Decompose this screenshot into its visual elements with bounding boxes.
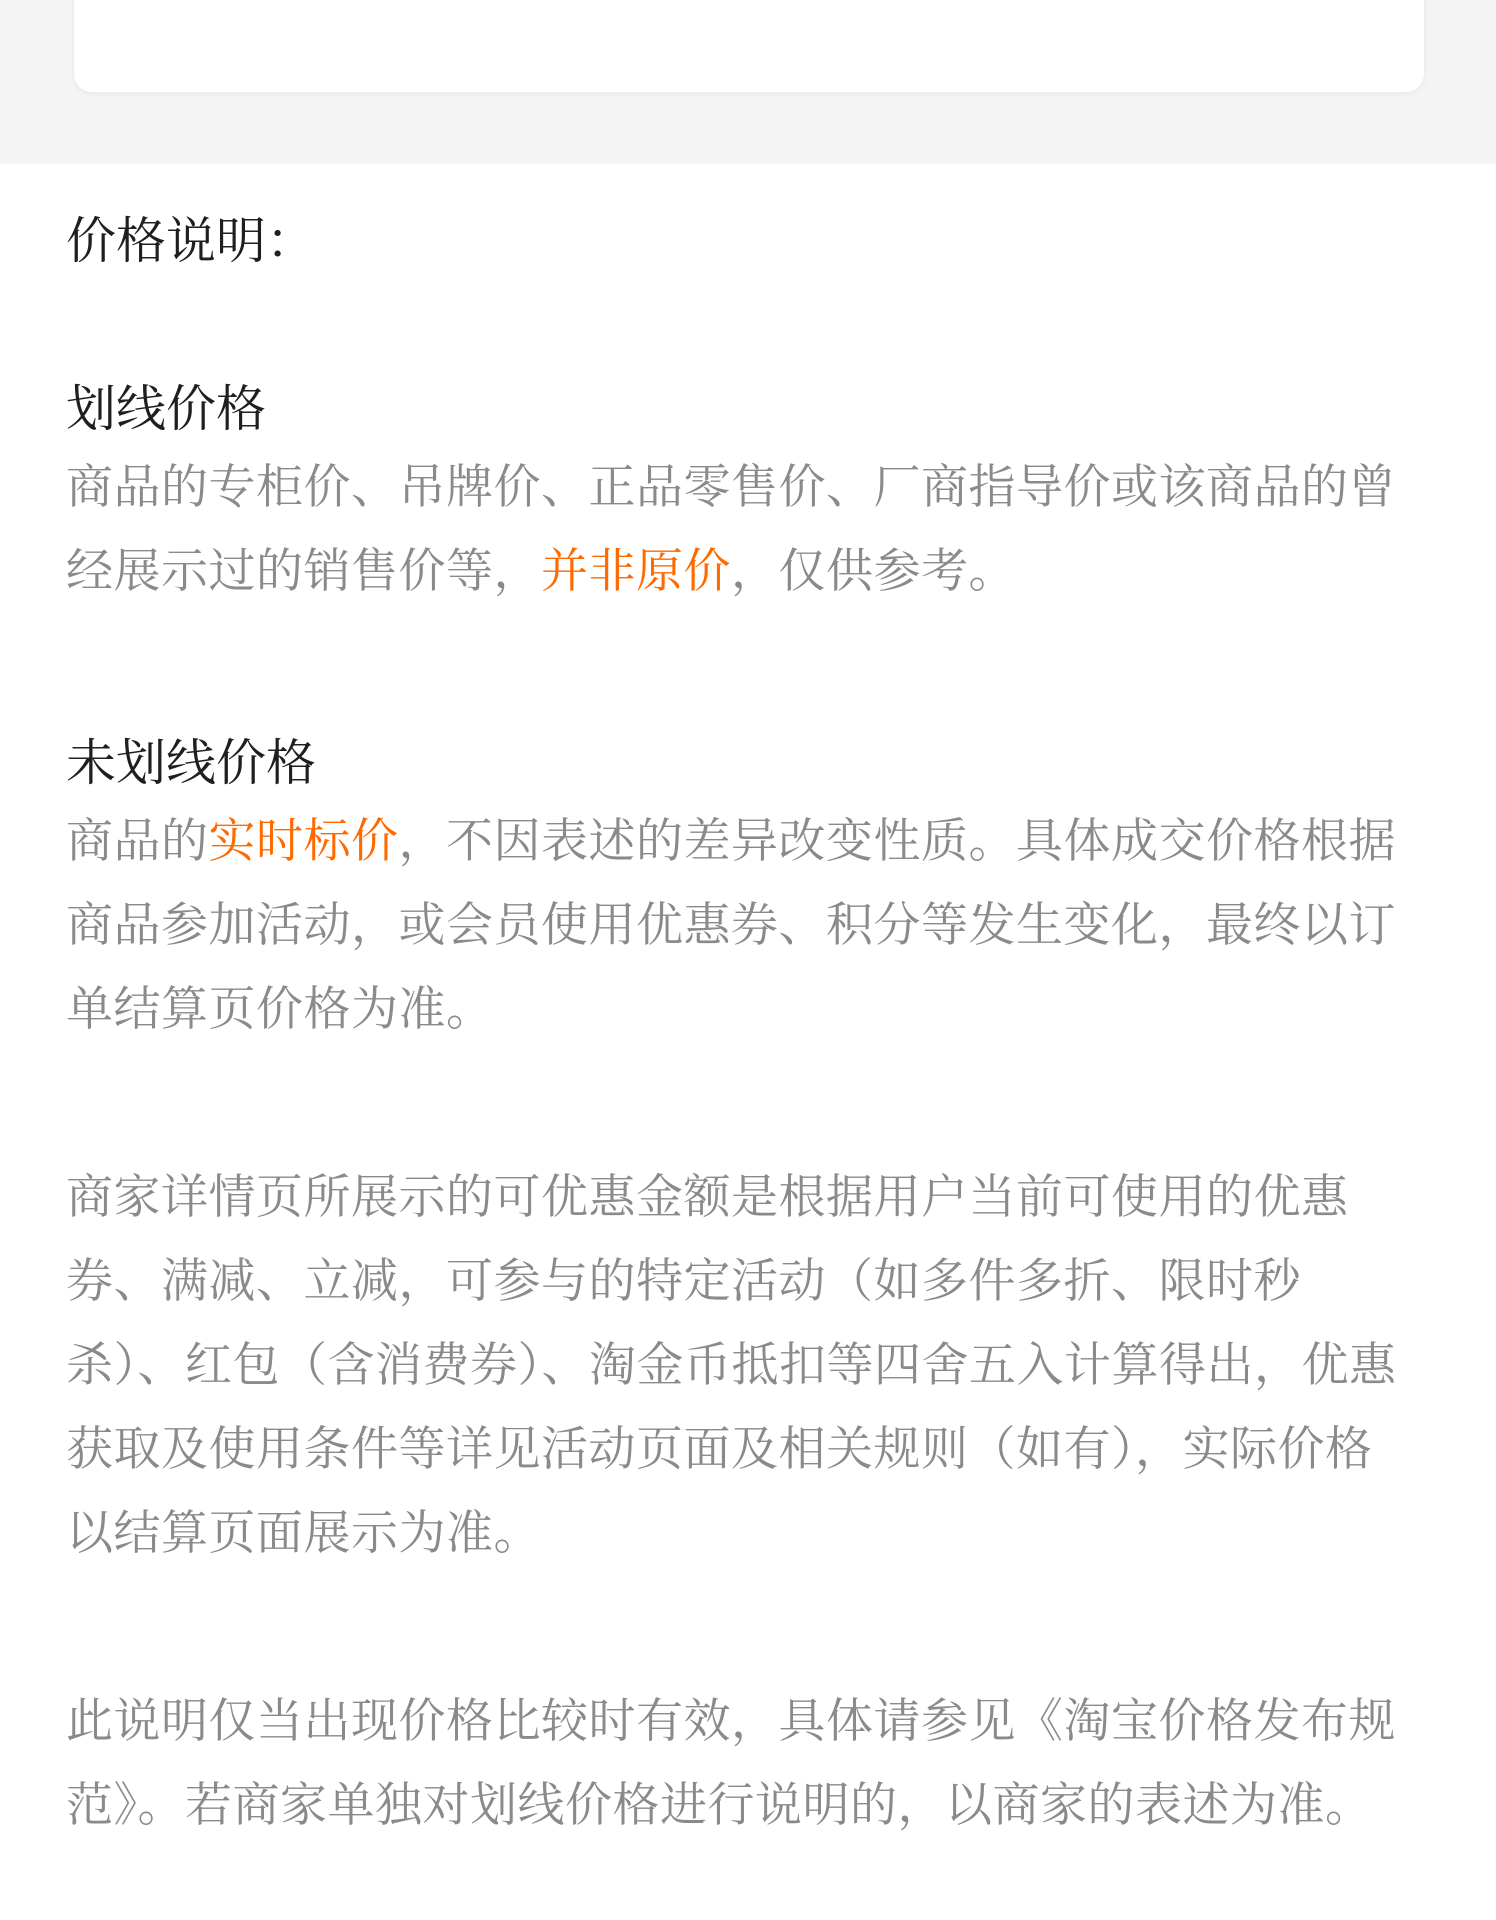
- non-strikethrough-price-description: [66, 800, 1416, 1052]
- discount-amount-paragraph: 商家详情页所展示的可优惠金额是根据用户当前可使用的优惠券、满减、立减，可参与的特定活动（如多件多折、限时秒杀）、红包（含消费券）、淘金币抵扣等四舍五入计算得出，优惠获取及使用条件等详见活动页面及相关规则（如有），实际价格以结算页面展示为准。: [66, 1170, 1397, 1561]
- strikethrough-text-after: ，仅供参考。: [731, 544, 1016, 599]
- non-strikethrough-text-after: ，不因表述的差异改变性质。具体成交价格根据商品参加活动，或会员使用优惠券、积分等发生变化，最终以订单结算页价格为准。: [66, 814, 1396, 1037]
- price-explanation-content: [66, 164, 1416, 1848]
- not-original-price-highlight: 并非原价: [541, 544, 731, 599]
- top-background-band: [0, 0, 1496, 164]
- page-title: 价格说明：: [66, 212, 316, 270]
- realtime-price-highlight: 实时标价: [208, 814, 399, 869]
- non-strikethrough-price-section: [66, 726, 1416, 1052]
- strikethrough-text-before: 商品的专柜价、吊牌价、正品零售价、厂商指导价或该商品的曾经展示过的销售价等，: [66, 460, 1396, 599]
- strikethrough-price-description: [66, 446, 1416, 614]
- non-strikethrough-price-title: 未划线价格: [66, 734, 316, 792]
- top-content-card: [74, 0, 1424, 92]
- strikethrough-price-title: 划线价格: [66, 380, 266, 438]
- validity-note-paragraph: 此说明仅当出现价格比较时有效，具体请参见《淘宝价格发布规范》。若商家单独对划线价格进行说明的，以商家的表述为准。: [66, 1694, 1396, 1833]
- non-strikethrough-text-before: 商品的: [66, 814, 209, 869]
- strikethrough-price-section: [66, 372, 1416, 614]
